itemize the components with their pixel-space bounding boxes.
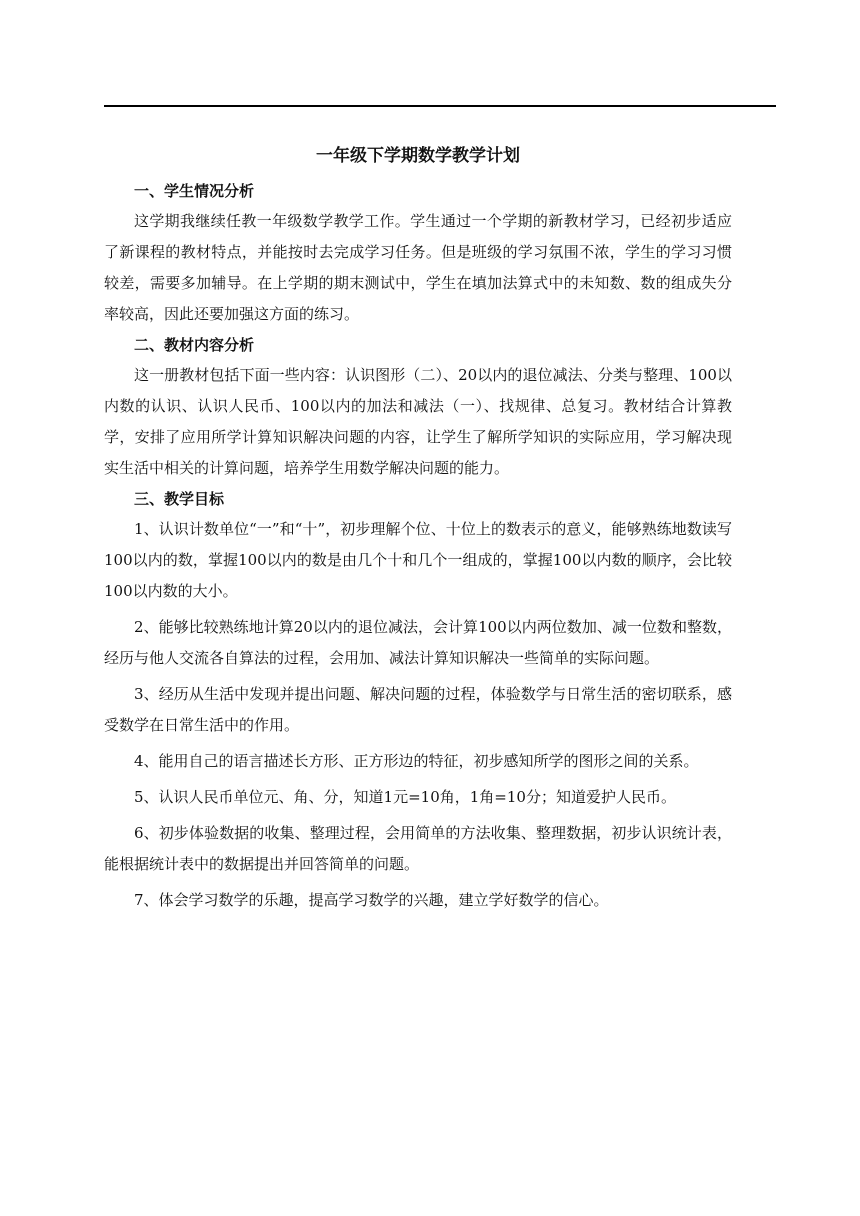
header-rule [104,105,776,107]
goal-item-6: 6、初步体验数据的收集、整理过程，会用简单的方法收集、整理数据，初步认识统计表，能根据统计表中的数据提出并回答简单的问题。 [104,824,732,873]
goal-item-4: 4、能用自己的语言描述长方形、正方形边的特征，初步感知所学的图形之间的关系。 [134,752,699,770]
section-heading-teaching-goals: 三、教学目标 [134,490,225,508]
document-title: 一年级下学期数学教学计划 [316,146,520,166]
paragraph-textbook-analysis: 这一册教材包括下面一些内容：认识图形（二）、20以内的退位减法、分类与整理、100以内数的认识、认识人民币、100以内的加法和减法（一）、找规律、总复习。教材结合计算教学，安排了应用所学计算知识解决问题的内容，让学生了解所学知识的实际应用，学习解决现实生活中相关的计算问题，培养学生用数学解决问题的能力。 [104,366,732,477]
goal-item-3: 3、经历从生活中发现并提出问题、解决问题的过程，体验数学与日常生活的密切联系，感受数学在日常生活中的作用。 [104,685,732,734]
goal-item-5: 5、认识人民币单位元、角、分，知道1元=10角，1角=10分；知道爱护人民币。 [134,788,676,806]
document-body [104,140,732,921]
goal-item-2: 2、能够比较熟练地计算20以内的退位减法，会计算100以内两位数加、减一位数和整数，经历与他人交流各自算法的过程，会用加、减法计算知识解决一些简单的实际问题。 [104,618,732,667]
section-heading-textbook-analysis: 二、教材内容分析 [134,336,255,354]
section-heading-student-analysis: 一、学生情况分析 [134,182,255,200]
paragraph-student-analysis: 这学期我继续任教一年级数学教学工作。学生通过一个学期的新教材学习，已经初步适应了新课程的教材特点，并能按时去完成学习任务。但是班级的学习氛围不浓，学生的学习习惯较差，需要多加辅导。在上学期的期末测试中，学生在填加法算式中的未知数、数的组成失分率较高，因此还要加强这方面的练习。 [104,212,732,323]
goal-item-1: 1、认识计数单位“一”和“十”，初步理解个位、十位上的数表示的意义，能够熟练地数读写100以内的数，掌握100以内的数是由几个十和几个一组成的，掌握100以内数的顺序，会比较100以内数的大小。 [104,520,732,600]
goal-item-7: 7、体会学习数学的乐趣，提高学习数学的兴趣，建立学好数学的信心。 [134,891,609,909]
